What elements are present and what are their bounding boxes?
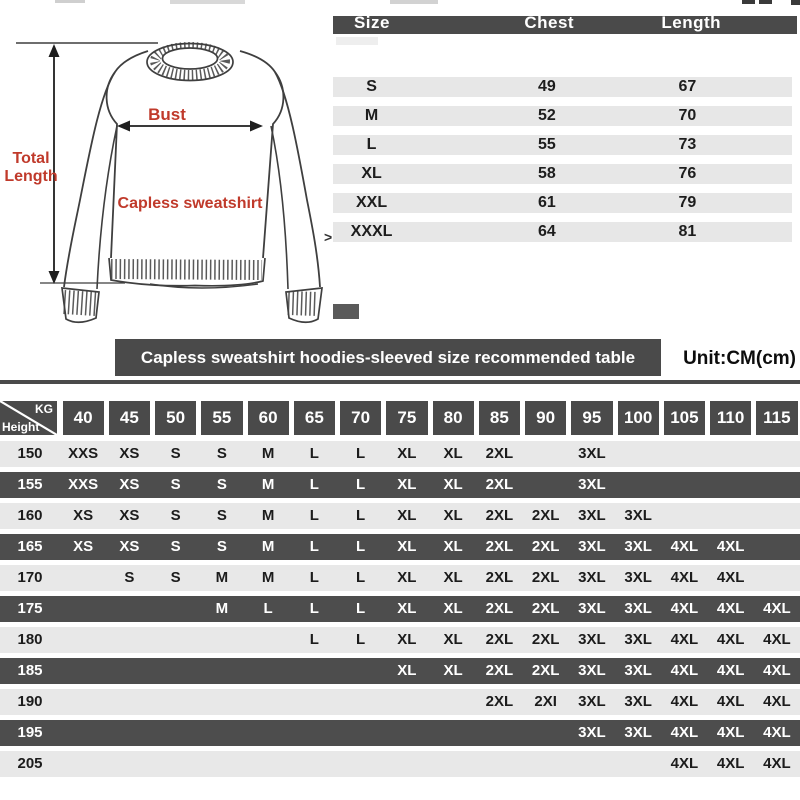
size-cell: L	[309, 569, 319, 586]
size-cell: 3XL	[578, 538, 606, 555]
size-cell	[291, 720, 337, 746]
size-cell: 3XL	[624, 600, 652, 617]
size-cell	[523, 441, 569, 467]
size-cell	[754, 441, 800, 467]
size-cell	[708, 472, 754, 498]
size-cell: XL	[397, 662, 417, 679]
weight-column-header: 100	[618, 401, 659, 435]
size-cell	[708, 441, 754, 467]
sweatshirt-diagram	[0, 0, 340, 335]
size-cell: 2XL	[531, 538, 560, 555]
size-cell	[199, 720, 245, 746]
size-cell: M	[261, 538, 275, 555]
size-cell: 4XL	[716, 600, 745, 617]
size-cell	[60, 720, 106, 746]
size-cell: 3XL	[624, 724, 652, 741]
weight-column-header: 110	[710, 401, 751, 435]
size-cell: 3XL	[624, 569, 652, 586]
size-table-cell-size: XXXL	[350, 223, 393, 240]
size-cell: 2XL	[485, 476, 514, 493]
size-cell: XS	[119, 445, 140, 462]
size-cell: XL	[397, 569, 417, 586]
size-cell	[245, 751, 291, 777]
recommend-table-row	[0, 534, 800, 560]
size-cell	[245, 689, 291, 715]
size-cell: XL	[397, 476, 417, 493]
size-cell: 4XL	[670, 600, 699, 617]
size-cell: 2XL	[485, 631, 514, 648]
size-cell	[523, 472, 569, 498]
size-cell: L	[263, 600, 273, 617]
recommend-table-row	[0, 751, 800, 777]
size-cell	[199, 751, 245, 777]
size-cell: L	[356, 600, 366, 617]
size-cell: 2XL	[485, 507, 514, 524]
size-cell: 3XL	[578, 724, 606, 741]
size-cell: XS	[119, 476, 140, 493]
size-table-cell-chest: 55	[537, 136, 556, 153]
size-table-cell-size: XXL	[355, 194, 388, 211]
size-cell: 3XL	[624, 507, 652, 524]
size-cell: XS	[73, 507, 94, 524]
height-label: 185	[17, 662, 43, 679]
size-cell: 4XL	[670, 755, 699, 772]
size-cell: 2XL	[531, 507, 560, 524]
size-cell: S	[216, 507, 227, 524]
size-cell: L	[309, 600, 319, 617]
size-cell: XL	[443, 507, 463, 524]
size-cell: S	[170, 445, 181, 462]
size-cell: S	[170, 538, 181, 555]
size-cell: 4XL	[716, 569, 745, 586]
recommend-table-header	[0, 401, 800, 435]
height-label: 205	[17, 755, 43, 772]
total-length-arrow	[49, 44, 60, 284]
size-table-cell-size: S	[366, 78, 377, 95]
weight-column-header: 75	[386, 401, 427, 435]
size-cell	[106, 658, 152, 684]
recommend-table-row	[0, 472, 800, 498]
sweatshirt-drawing	[0, 0, 340, 335]
size-cell	[60, 627, 106, 653]
size-table-cell-length: 76	[678, 165, 697, 182]
size-cell	[338, 689, 384, 715]
height-label: 180	[17, 631, 43, 648]
size-cell: L	[356, 476, 366, 493]
size-table-row	[333, 164, 792, 184]
size-cell: M	[261, 476, 275, 493]
size-table-row	[333, 135, 792, 155]
size-cell: 4XL	[670, 724, 699, 741]
size-cell	[615, 441, 661, 467]
size-cell	[384, 720, 430, 746]
unit-label: Unit:CM(cm)	[683, 348, 796, 369]
size-table-cell-chest: 61	[537, 194, 556, 211]
height-label: 150	[17, 445, 43, 462]
size-cell	[106, 627, 152, 653]
total-length-label-line1: Total	[12, 150, 50, 167]
size-cell: S	[216, 538, 227, 555]
size-cell: XL	[397, 538, 417, 555]
size-cell	[199, 627, 245, 653]
size-cell	[291, 658, 337, 684]
size-cell: 4XL	[670, 693, 699, 710]
size-cell	[106, 751, 152, 777]
recommend-table-row	[0, 596, 800, 622]
size-cell: 3XL	[624, 693, 652, 710]
size-cell	[661, 503, 707, 529]
height-label: 155	[17, 476, 43, 493]
product-name-label: Capless sweatshirt	[117, 195, 263, 212]
recommend-table-row	[0, 658, 800, 684]
size-cell	[476, 720, 522, 746]
size-cell: L	[309, 631, 319, 648]
size-table-cell-size: L	[366, 136, 377, 153]
recommend-table-row	[0, 689, 800, 715]
size-cell	[569, 751, 615, 777]
size-cell: 2XL	[531, 662, 560, 679]
size-cell	[153, 689, 199, 715]
size-cell	[615, 472, 661, 498]
size-cell	[754, 565, 800, 591]
size-table-row	[333, 77, 792, 97]
size-cell: 4XL	[670, 538, 699, 555]
size-table-header-length: Length	[661, 16, 722, 32]
size-table-row	[333, 193, 792, 213]
size-cell: XL	[397, 600, 417, 617]
recommend-table-body	[0, 441, 800, 782]
size-cell: 2XL	[485, 693, 514, 710]
body-outline	[107, 51, 284, 258]
weight-column-header: 115	[756, 401, 797, 435]
size-table-cell-length: 79	[678, 194, 697, 211]
size-cell	[430, 751, 476, 777]
size-cell	[153, 720, 199, 746]
weight-column-header: 50	[155, 401, 196, 435]
crop-artifact	[791, 0, 800, 5]
size-cell: S	[170, 507, 181, 524]
size-cell: 2XL	[485, 569, 514, 586]
size-cell	[199, 689, 245, 715]
size-cell	[60, 751, 106, 777]
kg-height-corner-cell	[0, 401, 57, 435]
size-cell: 3XL	[624, 538, 652, 555]
size-cell	[384, 689, 430, 715]
size-cell: 3XL	[578, 662, 606, 679]
height-label: 160	[17, 507, 43, 524]
recommend-table-row	[0, 441, 800, 467]
size-cell: XL	[443, 445, 463, 462]
size-cell: 3XL	[624, 631, 652, 648]
height-label: 195	[17, 724, 43, 741]
size-cell	[199, 658, 245, 684]
size-cell: 2XL	[531, 600, 560, 617]
size-cell	[430, 689, 476, 715]
size-cell: L	[309, 476, 319, 493]
size-cell	[106, 689, 152, 715]
size-cell: 3XL	[578, 445, 606, 462]
crop-artifact	[759, 0, 772, 4]
size-cell	[338, 720, 384, 746]
size-cell: 4XL	[716, 538, 745, 555]
size-cell: 2XI	[534, 693, 557, 710]
height-label: 170	[17, 569, 43, 586]
size-cell: L	[356, 631, 366, 648]
size-cell	[338, 751, 384, 777]
size-cell: 4XL	[763, 693, 791, 710]
size-cell	[291, 689, 337, 715]
size-cell	[153, 751, 199, 777]
recommend-table-row	[0, 720, 800, 746]
size-cell: 2XL	[485, 445, 514, 462]
size-cell: 4XL	[763, 600, 791, 617]
size-cell	[245, 720, 291, 746]
size-cell	[60, 658, 106, 684]
weight-column-header: 65	[294, 401, 335, 435]
size-cell: M	[215, 569, 229, 586]
size-cell	[615, 751, 661, 777]
size-cell: 4XL	[763, 755, 791, 772]
size-cell: L	[309, 445, 319, 462]
weight-column-header: 80	[433, 401, 474, 435]
size-cell: XS	[73, 538, 94, 555]
height-label: 175	[17, 600, 43, 617]
size-cell: 3XL	[578, 631, 606, 648]
size-cell: XL	[397, 507, 417, 524]
size-table-row	[333, 106, 792, 126]
size-cell	[338, 658, 384, 684]
weight-column-header: 40	[63, 401, 104, 435]
size-cell: 2XL	[485, 600, 514, 617]
size-cell: L	[356, 445, 366, 462]
size-cell: 4XL	[763, 662, 791, 679]
size-cell: 3XL	[578, 600, 606, 617]
bust-label: Bust	[148, 105, 186, 124]
size-cell: 4XL	[670, 569, 699, 586]
weight-column-header: 105	[664, 401, 705, 435]
recommend-table-row	[0, 503, 800, 529]
height-label: 165	[17, 538, 43, 555]
crop-artifact	[390, 0, 438, 4]
size-cell: M	[215, 600, 229, 617]
size-cell	[60, 689, 106, 715]
weight-column-header: 70	[340, 401, 381, 435]
size-cell: L	[356, 507, 366, 524]
size-table-cell-size: XL	[361, 165, 382, 182]
crop-artifact	[742, 0, 755, 4]
size-cell: 2XL	[531, 631, 560, 648]
size-table-cell-length: 67	[678, 78, 697, 95]
size-cell: 4XL	[670, 631, 699, 648]
size-cell: 4XL	[716, 693, 745, 710]
size-cell	[153, 658, 199, 684]
recommend-table-row	[0, 627, 800, 653]
weight-column-header: 55	[201, 401, 242, 435]
size-cell	[245, 627, 291, 653]
size-table-cell-size: M	[364, 107, 379, 124]
size-cell: L	[309, 538, 319, 555]
weight-column-header: 60	[248, 401, 289, 435]
size-cell	[661, 472, 707, 498]
weight-column-header: 90	[525, 401, 566, 435]
size-cell: 4XL	[716, 631, 745, 648]
size-table-header	[333, 16, 797, 34]
size-cell: 4XL	[716, 662, 745, 679]
size-cell	[106, 720, 152, 746]
size-cell	[708, 503, 754, 529]
size-cell: S	[124, 569, 135, 586]
size-cell: S	[170, 476, 181, 493]
size-cell: 3XL	[578, 693, 606, 710]
size-cell: 4XL	[763, 724, 791, 741]
crop-artifact-glyph: >	[324, 229, 333, 245]
size-cell: S	[216, 476, 227, 493]
weight-column-header: 45	[109, 401, 150, 435]
size-cell: XXS	[68, 476, 99, 493]
size-cell: XS	[119, 538, 140, 555]
size-cell: 4XL	[763, 631, 791, 648]
right-sleeve	[271, 72, 322, 322]
size-cell: 4XL	[716, 755, 745, 772]
size-cell: XL	[443, 569, 463, 586]
size-cell: XS	[119, 507, 140, 524]
size-table-header-chest: Chest	[524, 16, 575, 32]
size-cell: 4XL	[716, 724, 745, 741]
size-table-rows	[333, 77, 792, 251]
total-length-label-line2: Length	[4, 168, 58, 185]
size-cell: M	[261, 507, 275, 524]
size-table-cell-chest: 64	[537, 223, 556, 240]
size-cell	[153, 627, 199, 653]
size-table-cell-length: 81	[678, 223, 697, 240]
weight-column-header: 95	[571, 401, 612, 435]
size-cell: S	[170, 569, 181, 586]
size-cell: 2XL	[485, 662, 514, 679]
size-cell: XXS	[68, 445, 99, 462]
size-cell: XL	[443, 662, 463, 679]
size-table-cell-length: 73	[678, 136, 697, 153]
size-cell	[661, 441, 707, 467]
size-cell: M	[261, 445, 275, 462]
size-cell: XL	[443, 631, 463, 648]
size-cell: 3XL	[624, 662, 652, 679]
size-cell: 2XL	[485, 538, 514, 555]
size-cell	[291, 751, 337, 777]
size-table-cell-chest: 52	[537, 107, 556, 124]
size-cell: XL	[443, 600, 463, 617]
size-table-cell-length: 70	[678, 107, 697, 124]
size-cell: 3XL	[578, 476, 606, 493]
size-cell	[754, 503, 800, 529]
size-cell: 3XL	[578, 569, 606, 586]
size-cell	[153, 596, 199, 622]
size-cell	[754, 472, 800, 498]
size-table-cell-chest: 49	[537, 78, 556, 95]
corner-height-label: Height	[2, 420, 40, 434]
table-title-banner: Capless sweatshirt hoodies-sleeved size recommended table	[115, 339, 661, 376]
size-table-row	[333, 222, 792, 242]
size-cell	[60, 596, 106, 622]
size-cell: L	[356, 569, 366, 586]
ribbed-hem	[109, 258, 265, 288]
bust-arrow	[117, 121, 263, 132]
corner-kg-label: KG	[35, 402, 53, 416]
size-cell: 4XL	[670, 662, 699, 679]
size-cell	[430, 720, 476, 746]
size-cell: S	[216, 445, 227, 462]
size-cell: XL	[443, 476, 463, 493]
section-divider	[0, 380, 800, 384]
height-label: 190	[17, 693, 43, 710]
size-cell	[476, 751, 522, 777]
size-cell: XL	[397, 631, 417, 648]
size-table-cell-chest: 58	[537, 165, 556, 182]
size-cell	[523, 751, 569, 777]
size-cell: L	[356, 538, 366, 555]
weight-column-header: 85	[479, 401, 520, 435]
size-table-header-size: Size	[353, 16, 390, 32]
crop-artifact	[336, 37, 378, 45]
recommend-table-row	[0, 565, 800, 591]
size-cell	[60, 565, 106, 591]
size-cell: 3XL	[578, 507, 606, 524]
size-cell	[106, 596, 152, 622]
size-cell: XL	[397, 445, 417, 462]
size-cell: 2XL	[531, 569, 560, 586]
size-cell	[523, 720, 569, 746]
ribbed-collar	[147, 44, 233, 81]
size-cell: L	[309, 507, 319, 524]
size-cell: XL	[443, 538, 463, 555]
size-cell	[754, 534, 800, 560]
size-cell: M	[261, 569, 275, 586]
size-cell	[245, 658, 291, 684]
size-cell	[384, 751, 430, 777]
